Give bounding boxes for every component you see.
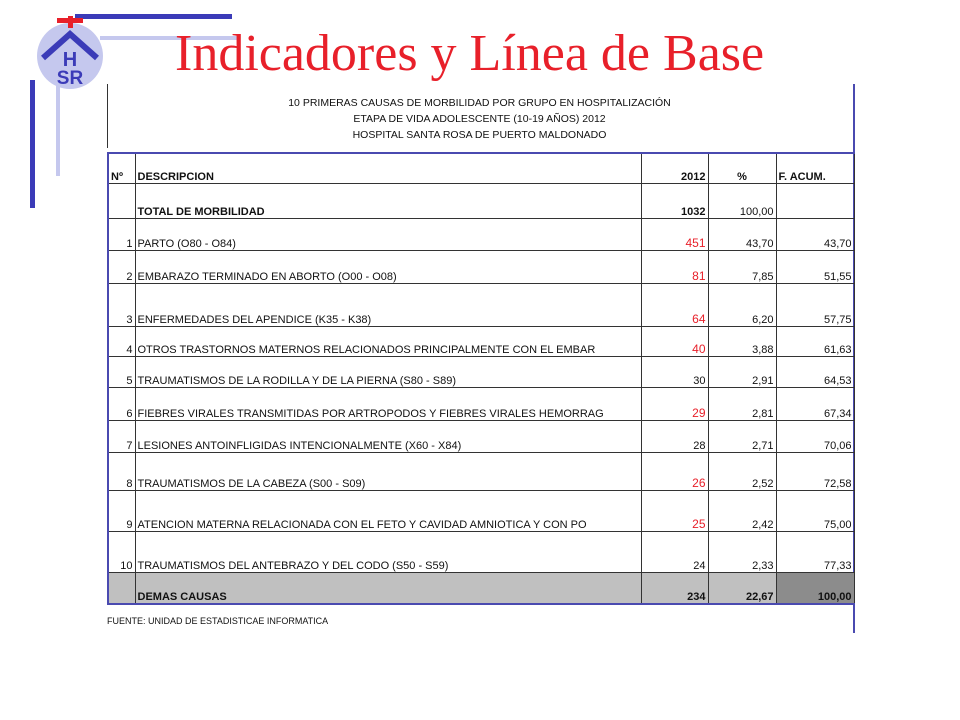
row-n: 4 <box>108 326 135 356</box>
demas-row <box>108 572 854 604</box>
row-value: 29 <box>641 387 708 420</box>
row-n: 7 <box>108 420 135 452</box>
table-row <box>108 531 854 572</box>
row-value: 40 <box>641 326 708 356</box>
row-n: 5 <box>108 356 135 387</box>
row-value: 26 <box>641 452 708 490</box>
demas-value: 234 <box>641 572 708 604</box>
row-desc: TRAUMATISMOS DE LA RODILLA Y DE LA PIERNA (S80 - S89) <box>135 356 641 387</box>
table-row <box>108 490 854 531</box>
total-value: 1032 <box>641 183 708 218</box>
table-row <box>108 387 854 420</box>
table-header <box>107 84 852 152</box>
row-acum: 70,06 <box>776 420 854 452</box>
row-n: 3 <box>108 283 135 326</box>
row-pct: 2,81 <box>708 387 776 420</box>
row-desc: TRAUMATISMOS DE LA CABEZA (S00 - S09) <box>135 452 641 490</box>
row-acum: 77,33 <box>776 531 854 572</box>
demas-pct: 22,67 <box>708 572 776 604</box>
row-n: 9 <box>108 490 135 531</box>
col-pct: % <box>708 153 776 183</box>
table-row <box>108 356 854 387</box>
row-pct: 6,20 <box>708 283 776 326</box>
row-acum: 72,58 <box>776 452 854 490</box>
row-pct: 2,91 <box>708 356 776 387</box>
row-n: 10 <box>108 531 135 572</box>
col-year: 2012 <box>641 153 708 183</box>
morbidity-table <box>107 152 855 605</box>
row-acum: 75,00 <box>776 490 854 531</box>
row-desc: ATENCION MATERNA RELACIONADA CON EL FETO Y CAVIDAD AMNIOTICA Y CON PO <box>135 490 641 531</box>
row-desc: OTROS TRASTORNOS MATERNOS RELACIONADOS PRINCIPALMENTE CON EL EMBAR <box>135 326 641 356</box>
row-n: 6 <box>108 387 135 420</box>
row-value: 24 <box>641 531 708 572</box>
row-pct: 2,71 <box>708 420 776 452</box>
row-acum: 43,70 <box>776 218 854 250</box>
total-label: TOTAL DE MORBILIDAD <box>135 183 641 218</box>
logo-letters-top: H <box>62 49 78 71</box>
row-desc: FIEBRES VIRALES TRANSMITIDAS POR ARTROPODOS Y FIEBRES VIRALES HEMORRAG <box>135 387 641 420</box>
logo-letters-bottom: SR <box>56 68 84 89</box>
row-n: 8 <box>108 452 135 490</box>
row-n: 2 <box>108 250 135 283</box>
row-n: 1 <box>108 218 135 250</box>
decorative-line <box>56 80 60 176</box>
row-pct: 7,85 <box>708 250 776 283</box>
row-value: 451 <box>641 218 708 250</box>
row-pct: 2,33 <box>708 531 776 572</box>
row-desc: LESIONES ANTOINFLIGIDAS INTENCIONALMENTE (X60 - X84) <box>135 420 641 452</box>
hospital-logo-icon <box>33 16 107 90</box>
row-acum: 64,53 <box>776 356 854 387</box>
row-value: 64 <box>641 283 708 326</box>
col-n: Nº <box>108 153 135 183</box>
table-row <box>108 452 854 490</box>
demas-acum: 100,00 <box>776 572 854 604</box>
header-line-3: HOSPITAL SANTA ROSA DE PUERTO MALDONADO <box>352 129 607 141</box>
row-value: 30 <box>641 356 708 387</box>
row-desc: EMBARAZO TERMINADO EN ABORTO (O00 - O08) <box>135 250 641 283</box>
total-pct: 100,00 <box>708 183 776 218</box>
row-acum: 61,63 <box>776 326 854 356</box>
source-note: FUENTE: UNIDAD DE ESTADISTICAE INFORMATICA <box>107 616 329 626</box>
page-title: Indicadores y Línea de Base <box>175 25 765 82</box>
col-descripcion: DESCRIPCION <box>135 153 641 183</box>
row-pct: 3,88 <box>708 326 776 356</box>
total-row <box>108 183 854 218</box>
table-row <box>108 250 854 283</box>
row-value: 25 <box>641 490 708 531</box>
table-row <box>108 218 854 250</box>
table-row <box>108 420 854 452</box>
col-acum: F. ACUM. <box>776 153 854 183</box>
row-acum: 67,34 <box>776 387 854 420</box>
row-value: 81 <box>641 250 708 283</box>
row-desc: TRAUMATISMOS DEL ANTEBRAZO Y DEL CODO (S50 - S59) <box>135 531 641 572</box>
decorative-line <box>30 80 35 208</box>
row-pct: 2,42 <box>708 490 776 531</box>
row-desc: ENFERMEDADES DEL APENDICE (K35 - K38) <box>135 283 641 326</box>
demas-label: DEMAS CAUSAS <box>135 572 641 604</box>
header-line-2: ETAPA DE VIDA ADOLESCENTE (10-19 AÑOS) 2012 <box>353 113 606 125</box>
row-desc: PARTO (O80 - O84) <box>135 218 641 250</box>
row-pct: 2,52 <box>708 452 776 490</box>
row-acum: 57,75 <box>776 283 854 326</box>
row-value: 28 <box>641 420 708 452</box>
header-line-1: 10 PRIMERAS CAUSAS DE MORBILIDAD POR GRUPO EN HOSPITALIZACIÓN <box>288 97 671 109</box>
row-pct: 43,70 <box>708 218 776 250</box>
table-row <box>108 326 854 356</box>
table-row <box>108 283 854 326</box>
row-acum: 51,55 <box>776 250 854 283</box>
table-header-row <box>108 153 854 183</box>
